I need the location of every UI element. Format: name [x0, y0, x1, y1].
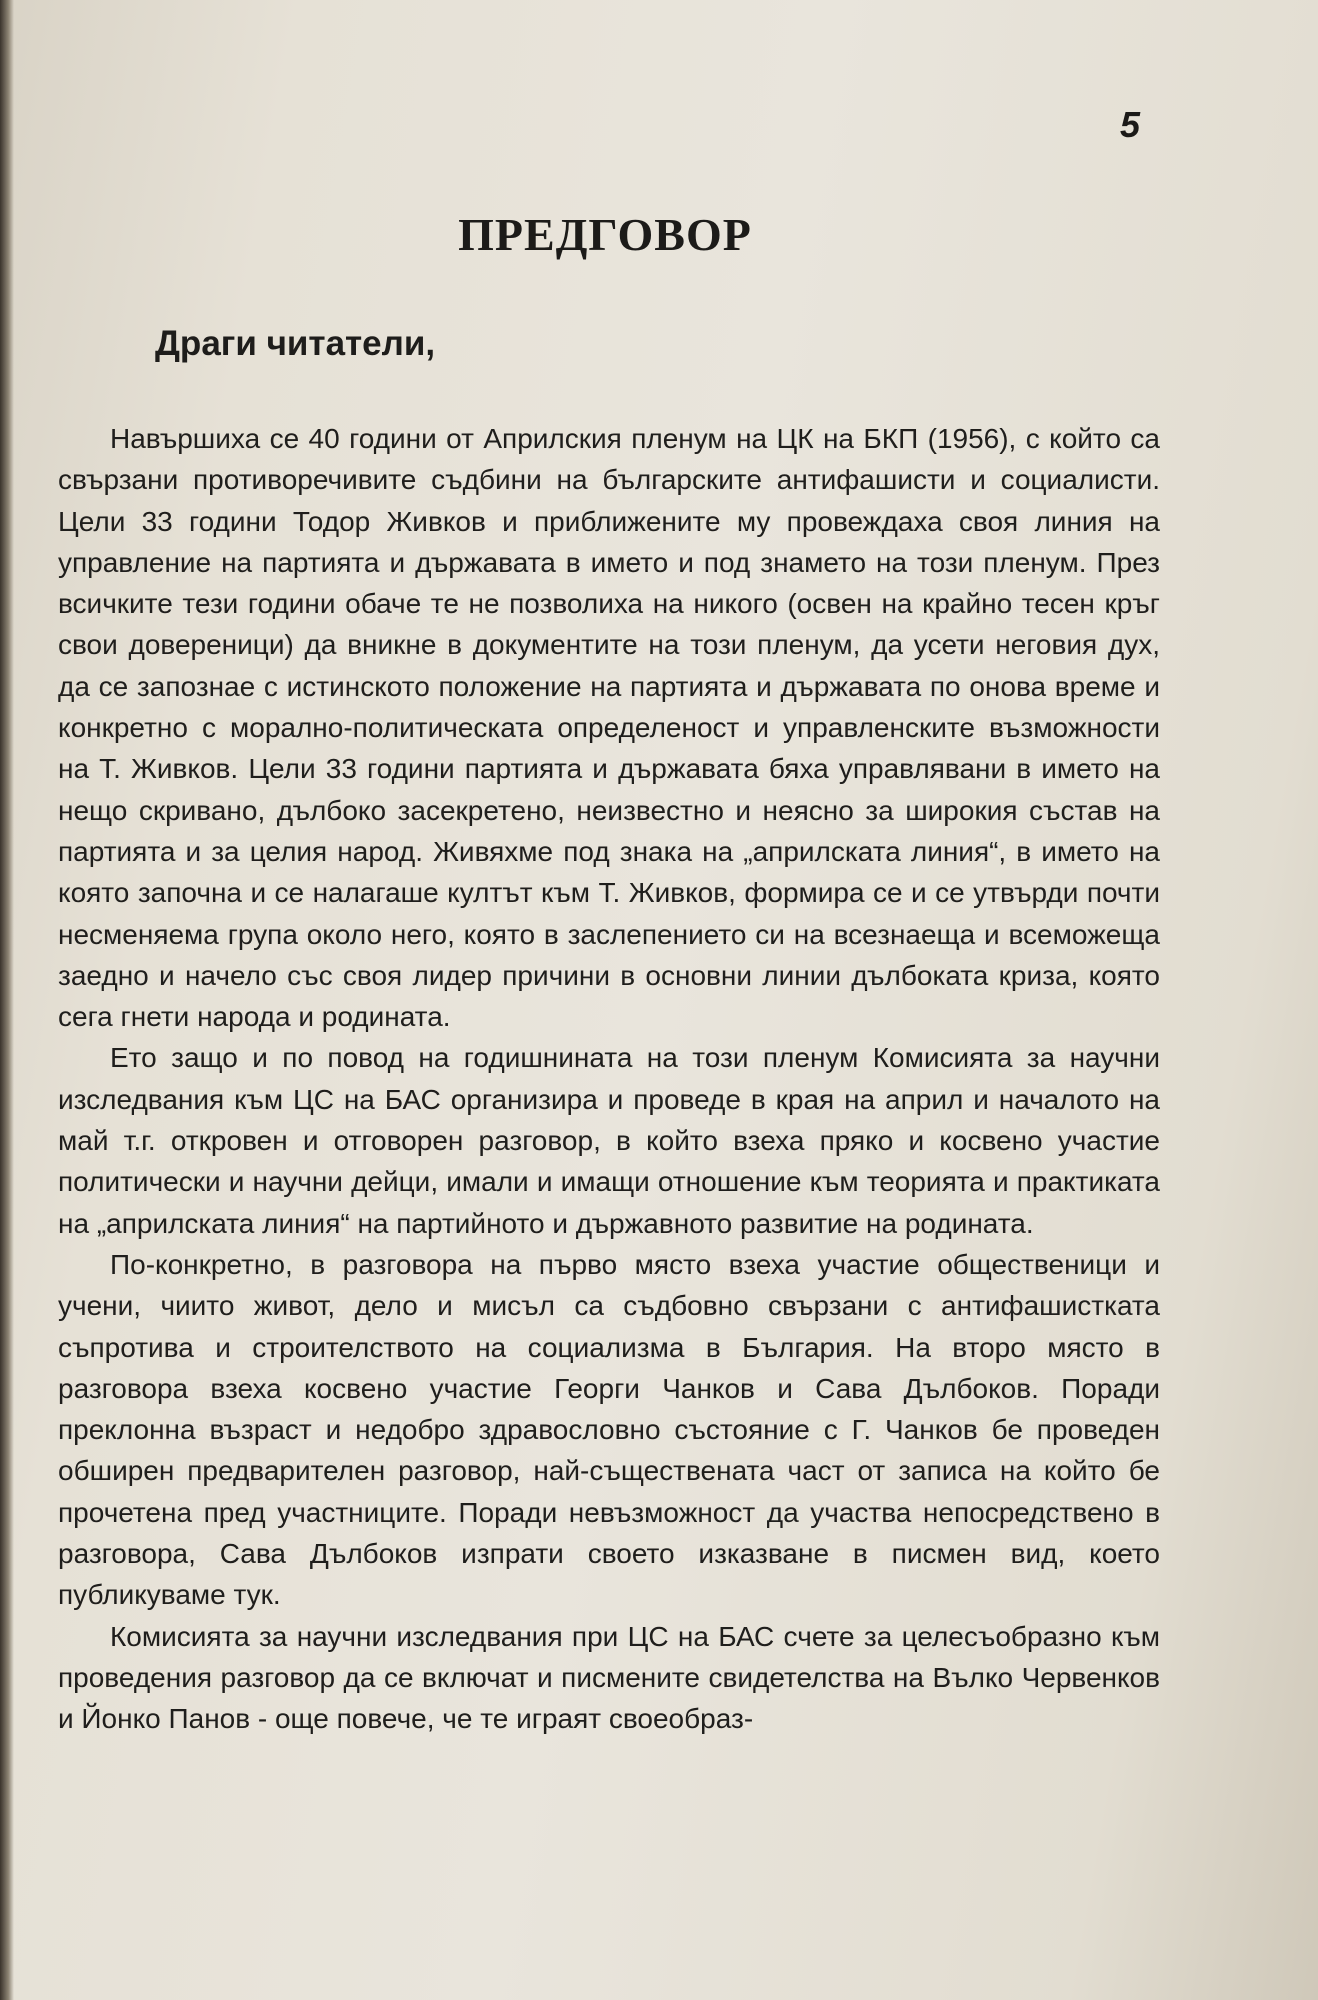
paragraph-1: Навършиха се 40 години от Априлския пленум на ЦК на БКП (1956), с който са свързани противоречивите съдбини на българските антифашисти и социалисти. Цели 33 години Тодор Живков и приближените му провеждаха своя линия на управление на партията и държавата в името и под знамето на този пленум. През всичките тези години обаче те не позволиха на никого (освен на крайно тесен кръг свои довереници) да вникне в документите на този пленум, да усети неговия дух, да се запознае с истинското положение на партията и държавата по онова време и конкретно с морално-политическата определеност и управленските възможности на Т. Живков. Цели 33 години партията и държавата бяха управлявани в името на нещо скривано, дълбоко засекретено, неизвестно и неясно за широкия състав на партията и за целия народ. Живяхме под знака на „априлската линия“, в името на която започна и се налагаше култът към Т. Живков, формира се и се утвърди почти несменяема група около него, която в заслепението си на всезнаеща и всеможеща заедно и начело със своя лидер причини в основни линии дълбоката криза, която сега гнети народа и родината.	[58, 423, 1160, 1033]
paragraph-3: По-конкретно, в разговора на първо място взеха участие общественици и учени, чиито живот, дело и мисъл са съдбовно свързани с антифашистката съпротива и строителството на социализма в България. На второ място в разговора взеха косвено участие Георги Чанков и Сава Дълбоков. Поради преклонна възраст и недобро здравословно състояние с Г. Чанков бе проведен обширен предварителен разговор, най-съществената част от записа на който бе прочетена пред участниците. Поради невъзможност да участва непосредствено в разговора, Сава Дълбоков изпрати своето изказване в писмен вид, което публикуваме тук.	[58, 1248, 1160, 1611]
paragraph-2: Ето защо и по повод на годишнината на този пленум Комисията за научни изследвания към ЦС на БАС организира и проведе в края на април и началото на май т.г. откровен и отговорен разговор, в който взеха пряко и косвено участие политически и научни дейци, имали и имащи отношение към теорията и практиката на „априлската линия“ на партийното и държавното развитие на родината.	[58, 1042, 1160, 1239]
salutation: Драги читатели,	[155, 324, 436, 363]
body-text	[58, 418, 1160, 1740]
page-number: 5	[1120, 104, 1141, 145]
page-title: ПРЕДГОВОР	[458, 209, 752, 260]
page-binding-shadow	[0, 0, 14, 2000]
paragraph-4: Комисията за научни изследвания при ЦС на БАС счете за целесъобразно към проведения разговор да се включат и писмените свидетелства на Вълко Червенков и Йонко Панов - още повече, че те играят своеобраз-	[58, 1620, 1160, 1735]
